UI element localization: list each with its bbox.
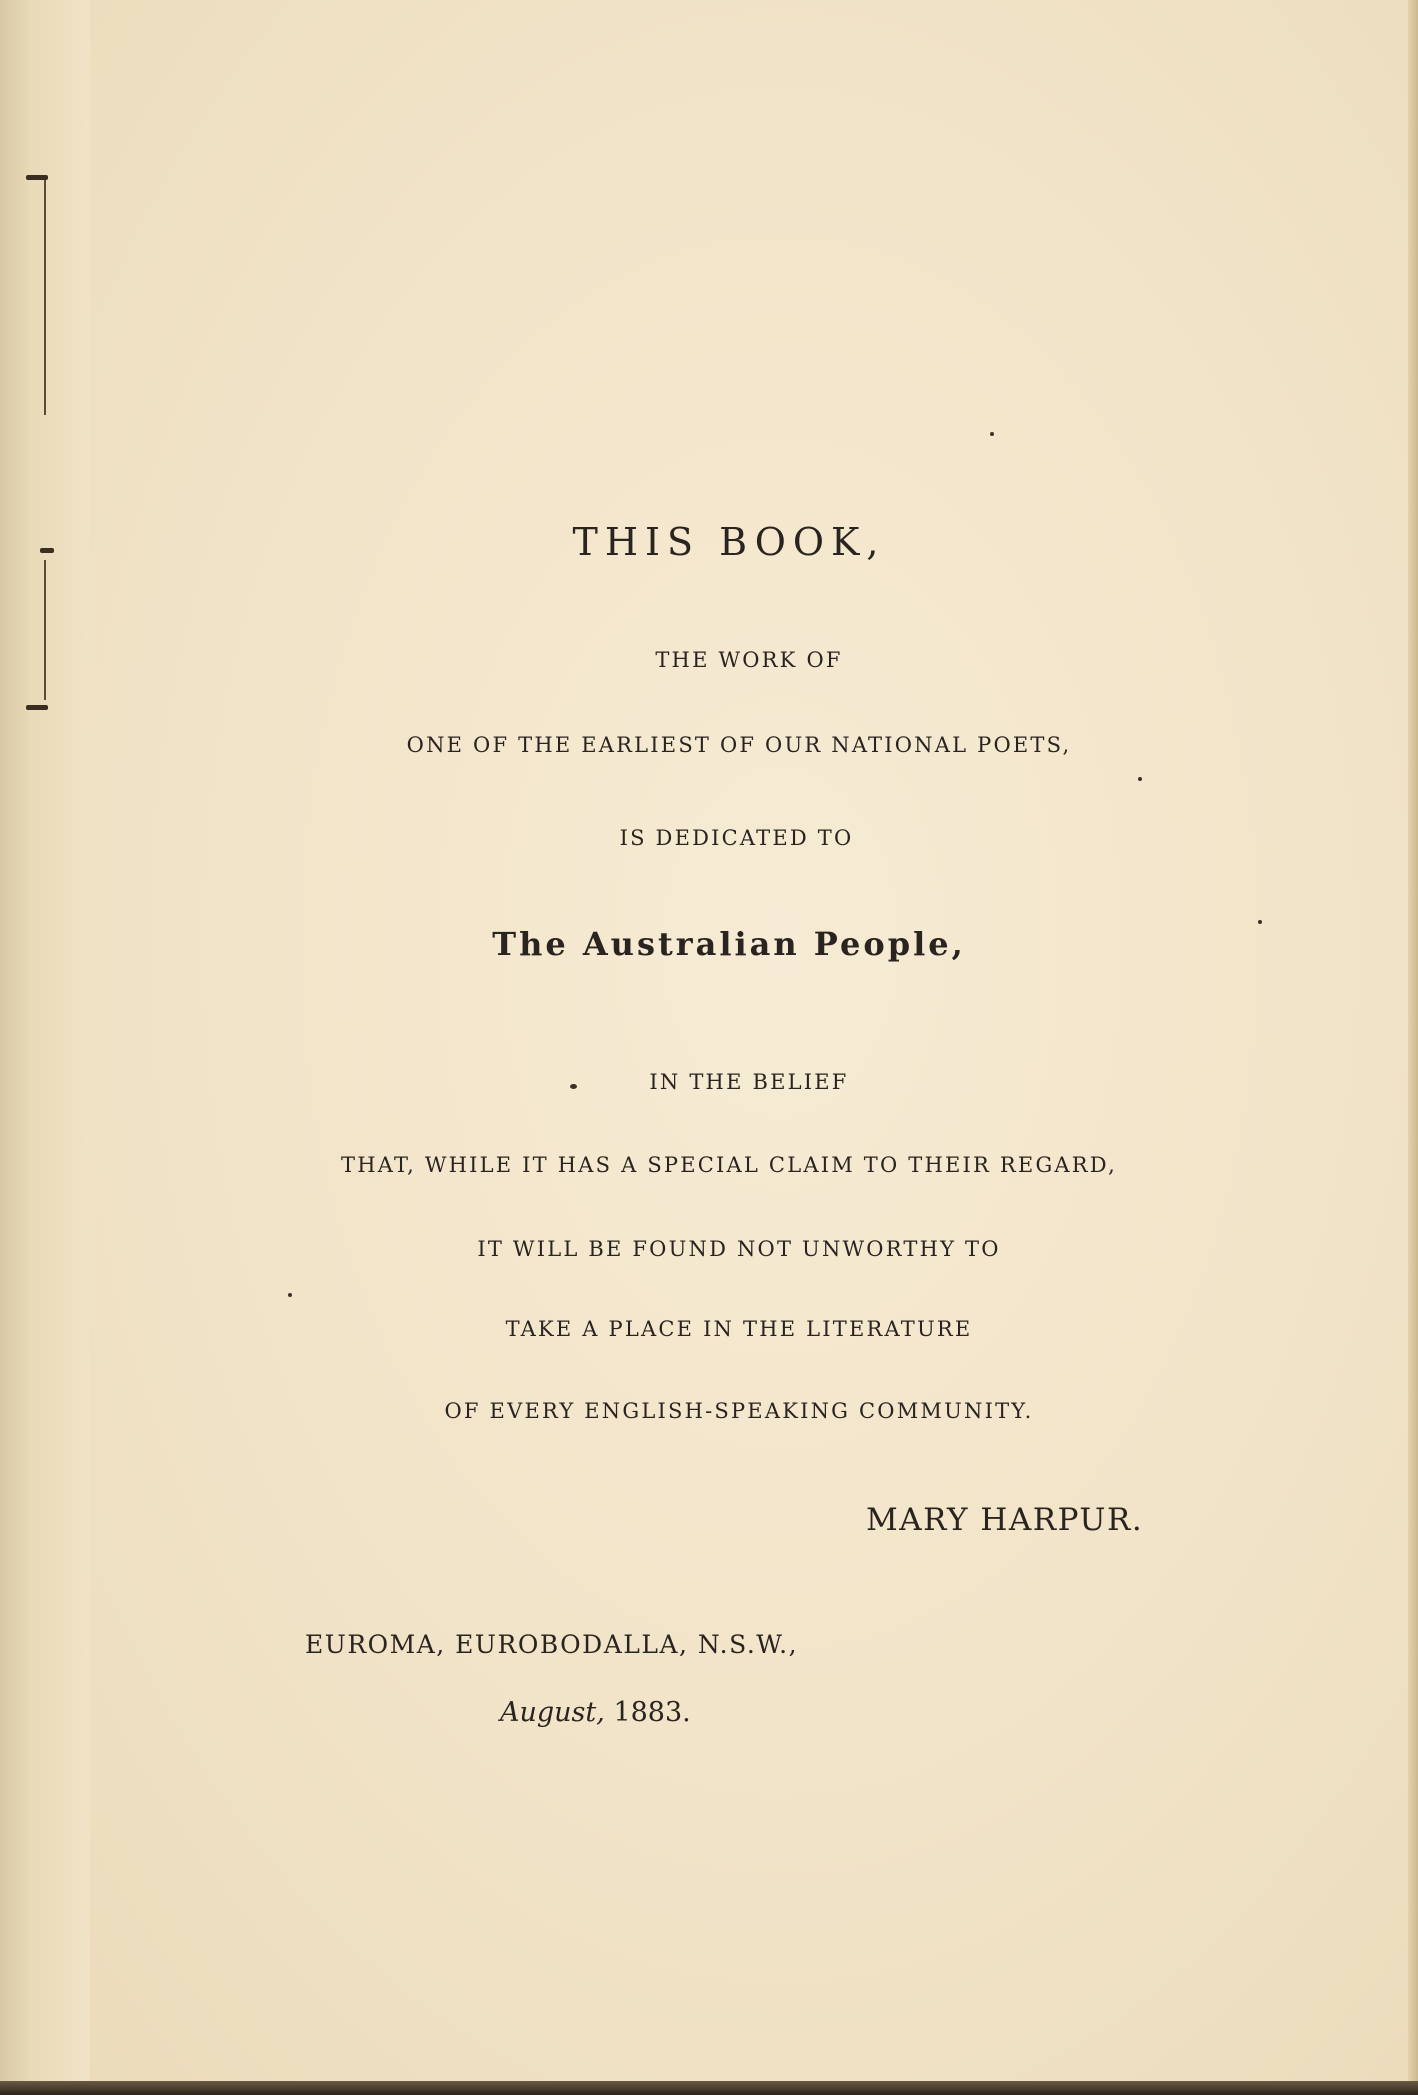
dedication-line: THE WORK OF [655, 648, 843, 672]
binding-stitch [26, 705, 48, 710]
paper-speck [990, 432, 994, 436]
binding-thread [44, 560, 46, 700]
binding-thread [44, 175, 46, 415]
dedicatee: The Australian People, [492, 925, 966, 963]
dedication-heading: THIS BOOK, [572, 520, 886, 564]
paper-speck [1138, 777, 1142, 781]
dedication-line: IT WILL BE FOUND NOT UNWORTHY TO [477, 1237, 1001, 1261]
author-signature: MARY HARPUR. [866, 1502, 1144, 1538]
dedication-line: TAKE A PLACE IN THE LITERATURE [505, 1317, 973, 1341]
page-edge [1408, 0, 1418, 2095]
page-bottom-edge [0, 2081, 1418, 2095]
paper-speck [288, 1293, 292, 1297]
date-line [500, 1697, 691, 1728]
dedication-line: OF EVERY ENGLISH-SPEAKING COMMUNITY. [444, 1399, 1034, 1423]
place-line: EUROMA, EUROBODALLA, N.S.W., [305, 1630, 799, 1659]
date-month: August, [500, 1697, 605, 1728]
page-gutter [0, 0, 90, 2095]
dedication-line: IN THE BELIEF [649, 1070, 849, 1094]
dedication-line: THAT, WHILE IT HAS A SPECIAL CLAIM TO THEIR REGARD, [341, 1153, 1117, 1177]
dedication-line: IS DEDICATED TO [619, 826, 854, 850]
paper-speck [1258, 920, 1262, 924]
dedication-line: ONE OF THE EARLIEST OF OUR NATIONAL POETS, [406, 733, 1072, 757]
binding-stitch [26, 175, 48, 180]
date-year: 1883. [613, 1697, 691, 1728]
